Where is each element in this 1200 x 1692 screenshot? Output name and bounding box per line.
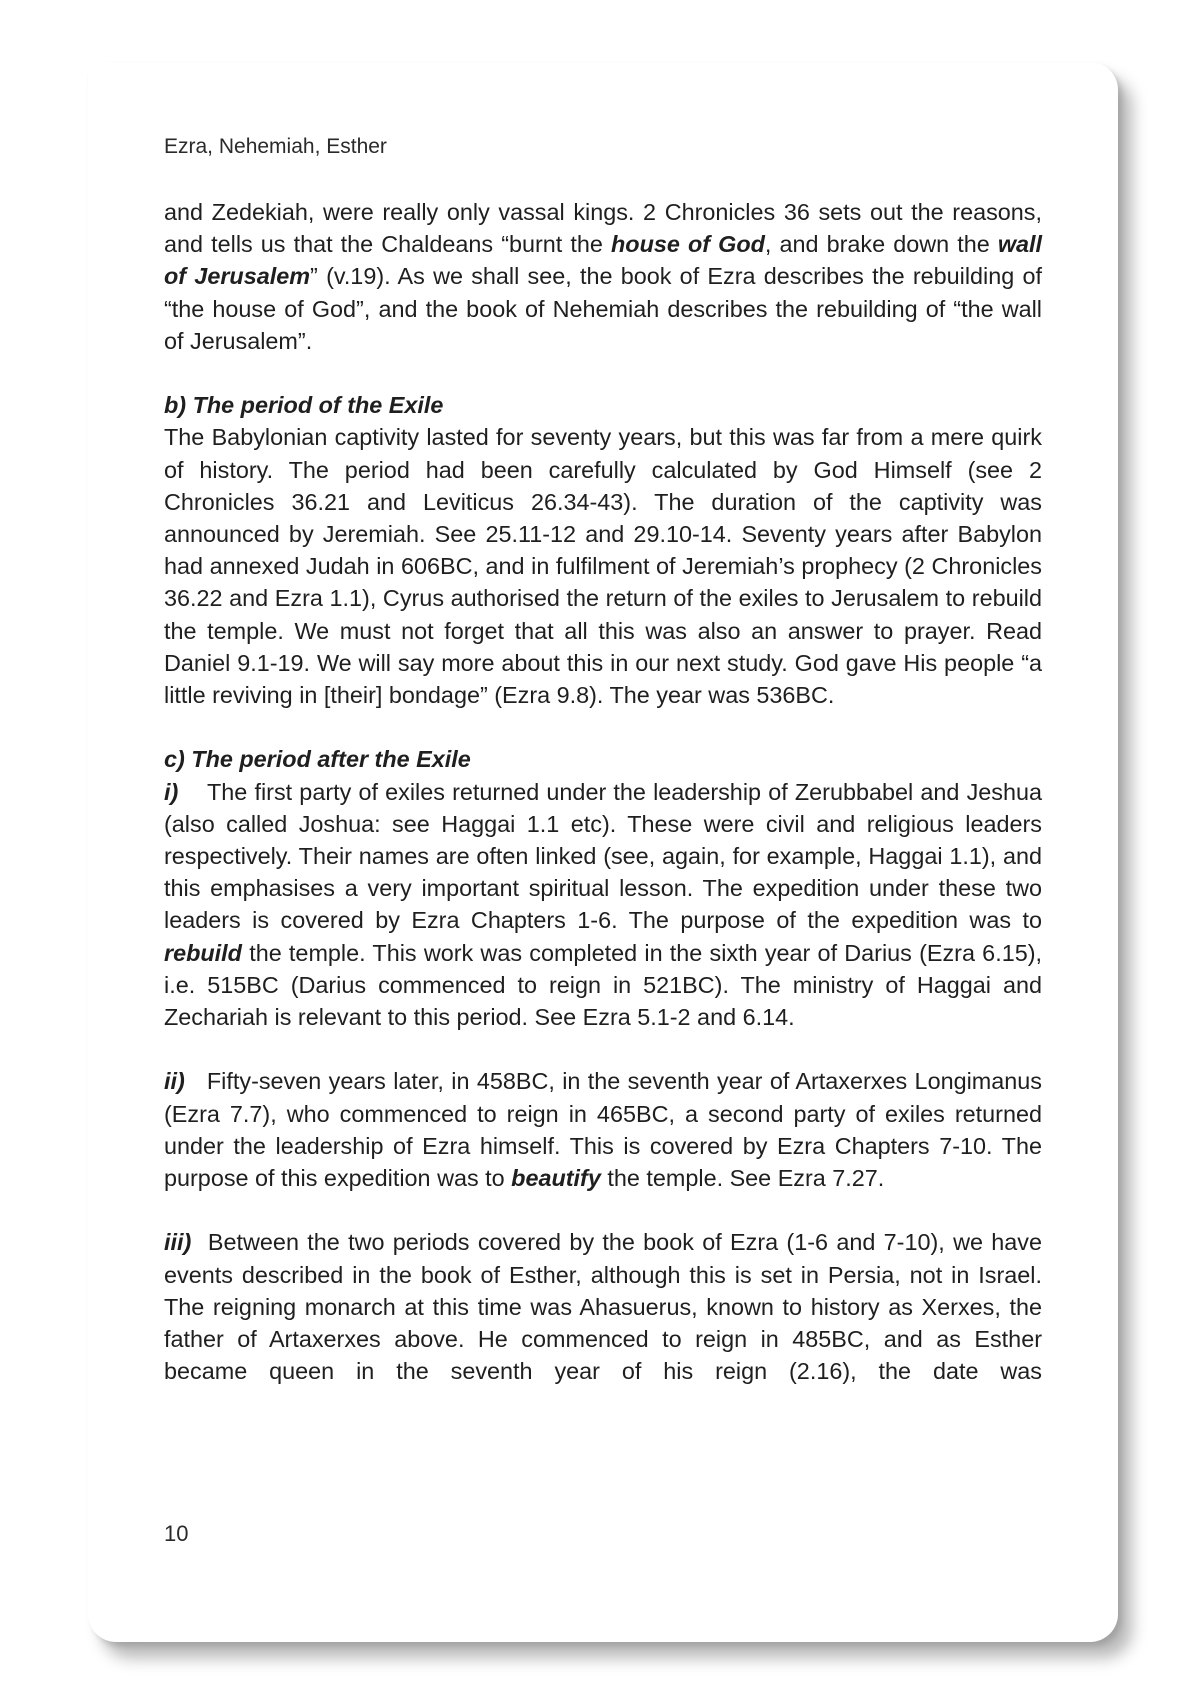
item-i-text-2: the temple. This work was completed in the sixth year of Darius (Ezra 6.15), i.e. 515BC (Darius commenced to reign in 521BC). The ministry of Haggai and Zechariah is relevant to this period. See Ezra 5.1-2 and 6.14. [164,939,1042,1031]
item-i-text-1: The first party of exiles returned under the leadership of Zerubbabel and Jeshua (also called Joshua: see Haggai 1.1 etc). These were civil and religious leaders respectively. Their names are often linked (see, again, for example, Haggai 1.1), and this emphasises a very important spiritual lesson. The expedition under these two leaders is covered by Ezra Chapters 1-6. The purpose of the expedition was to [164,778,1042,934]
section-c-item-i [164,776,1042,1034]
item-iii-marker: iii) [164,1229,192,1256]
paragraph-gap [164,711,1042,743]
paragraph-gap [164,1194,1042,1226]
section-b-heading: b) The period of the Exile [164,392,444,419]
section-b-paragraph: The Babylonian captivity lasted for seventy years, but this was far from a mere quirk of history. The period had been carefully calculated by God Himself (see 2 Chronicles 36.21 and Leviticus 26.34-43). The duration of the captivity was announced by Jeremiah. See 25.11-12 and 29.10-14. Seventy years after Babylon had annexed Judah in 606BC, and in fulfilment of Jeremiah’s prophecy (2 Chronicles 36.22 and Ezra 1.1), Cyrus authorised the return of the exiles to Jerusalem to rebuild the temple. We must not forget that all this was also an answer to prayer. Read Daniel 9.1-19. We will say more about this in our next study. God gave His people “a little reviving in [their] bondage” (Ezra 9.8). The year was 536BC. [164,424,1042,709]
emphasis-beautify: beautify [511,1165,601,1192]
paragraph-gap [164,357,1042,389]
item-ii-text-1: Fifty-seven years later, in 458BC, in the seventh year of Artaxerxes Longimanus (Ezra 7.7), who commenced to reign in 465BC, a second party of exiles returned under the leadership of Ezra himself. This is covered by Ezra Chapters 7-10. The purpose of this expedition was to [164,1068,1042,1192]
section-c-item-iii [164,1226,1042,1387]
emphasis-rebuild: rebuild [164,939,242,966]
running-head: Ezra, Nehemiah, Esther [164,135,387,158]
item-ii-marker: ii) [164,1068,185,1095]
page-number: 10 [164,1521,189,1546]
emphasis-wall-of-jerusalem: wall of Jerusalem [164,231,1043,290]
intro-text-2: , and brake down the [764,231,998,258]
item-i-marker: i) [164,778,179,805]
intro-text-3: ” (v.19). As we shall see, the book of Ezra describes the rebuilding of “the house of God”, and the book of Nehemiah describes the rebuilding of “the wall of Jerusalem”. [164,263,1043,354]
body-text [164,196,1042,1387]
section-c-item-ii [164,1065,1042,1194]
item-ii-text-2: the temple. See Ezra 7.27. [600,1165,885,1192]
intro-paragraph [164,196,1042,357]
intro-text-1: and Zedekiah, were really only vassal kings. 2 Chronicles 36 sets out the reasons, and tells us that the Chaldeans “burnt the [164,199,1042,258]
emphasis-house-of-god: house of God [611,231,765,258]
paragraph-gap [164,1033,1042,1065]
item-iii-text-1: Between the two periods covered by the book of Ezra (1-6 and 7-10), we have events described in the book of Esther, although this is set in Persia, not in Israel. The reigning monarch at this time was Ahasuerus, known to history as Xerxes, the father of Artaxerxes above. He commenced to reign in 485BC, and as Esther became queen in the seventh year of his reign (2.16), the date was [164,1229,1043,1385]
section-c-heading: c) The period after the Exile [164,746,471,773]
